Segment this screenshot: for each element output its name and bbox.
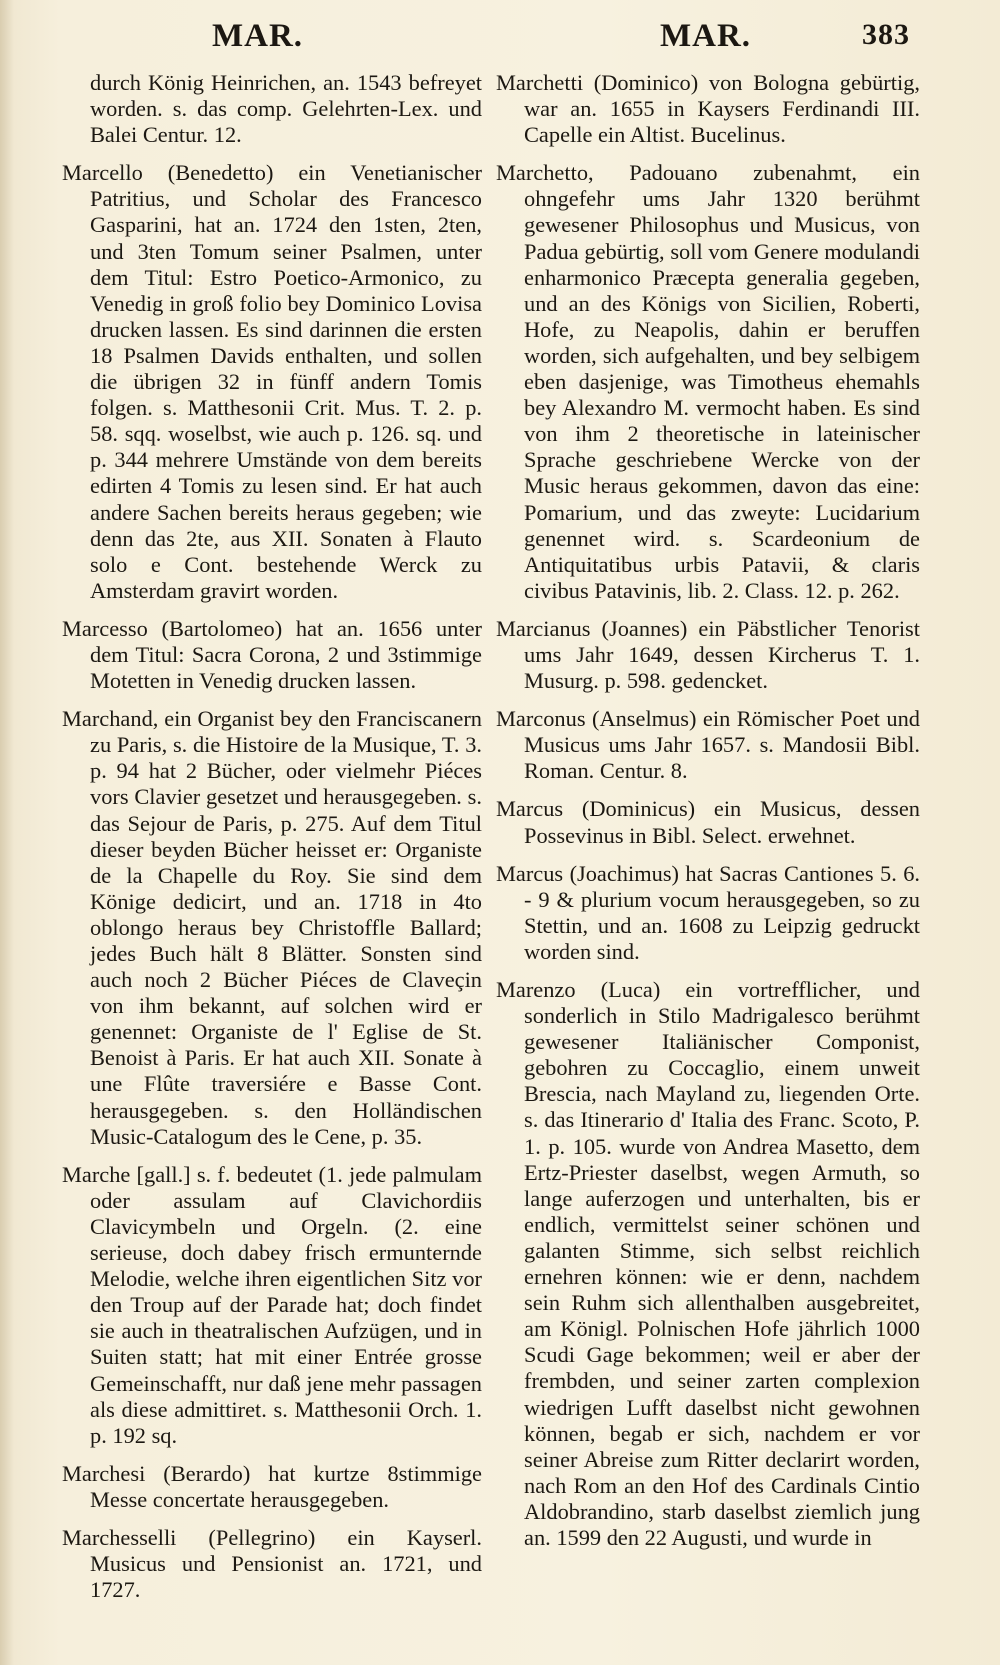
entry-marche: Marche [gall.] s. f. bedeutet (1. jede palmulam oder assulam auf Clavichordiis Clavicymbeln und Orgeln. (2. eine serieuse, doch dabey frisch ermunternde Melodie, welche ihren eigentlichen Sitz vor den Troup auf der Parade hat; doch findet sie auch in theatralischen Aufzügen, und in Suiten statt; hat mit einer Entrée grosse Gemeinschafft, nur daß jene mehr passagen als diese admittiret. s. Matthesonii Orch. 1. p. 192 sq. (62, 1161, 482, 1448)
left-column (62, 70, 482, 1603)
entry-marchand: Marchand, ein Organist bey den Franciscanern zu Paris, s. die Histoire de la Musique, T. 3. p. 94 hat 2 Bücher, oder vielmehr Piéces vors Clavier gesetzet und herausgegeben. s. das Sejour de Paris, p. 275. Auf dem Titul dieser beyden Bücher heisset er: Organiste de la Chapelle du Roy. Sie sind dem Könige dedicirt, und an. 1718 in 4to oblongo heraus bey Christoffle Ballard; jedes Buch hält 8 Blätter. Sonsten sind auch noch 2 Bücher Piéces de Claveçin von ihm bekannt, auf solchen wird er genennet: Organiste de l' Eglise de St. Benoist à Paris. Er hat auch XII. Sonate à une Flûte traversiére e Basse Cont. herausgegeben. s. den Holländischen Music-Catalogum des le Cene, p. 35. (62, 706, 482, 1149)
entry-marcesso: Marcesso (Bartolomeo) hat an. 1656 unter dem Titul: Sacra Corona, 2 und 3stimmige Motetten in Venedig drucken lassen. (62, 615, 482, 694)
entry-marconus: Marconus (Anselmus) ein Römischer Poet und Musicus ums Jahr 1657. s. Mandosii Bibl. Roman. Centur. 8. (496, 706, 920, 784)
running-header (0, 18, 1000, 62)
entry-marcus-dominicus: Marcus (Dominicus) ein Musicus, dessen Possevinus in Bibl. Select. erwehnet. (496, 796, 920, 848)
right-column (496, 70, 920, 1551)
entry-marchetti: Marchetti (Dominico) von Bologna gebürtig, war an. 1655 in Kaysers Ferdinandi III. Capelle ein Altist. Bucelinus. (496, 70, 920, 148)
binding-shadow (0, 0, 14, 1665)
right-running-head: MAR. (660, 18, 752, 54)
entry-marchesselli: Marchesselli (Pellegrino) ein Kayserl. Musicus und Pensionist an. 1721, und 1727. (62, 1524, 482, 1603)
entry-marenzo: Marenzo (Luca) ein vortrefflicher, und sonderlich in Stilo Madrigalesco berühmt gewesener Italiänischer Componist, gebohren zu Coccaglio, einem unweit Brescia, nach Mayland zu, liegenden Orte. s. das Itinerario d' Italia des Franc. Scoto, P. 1. p. 105. wurde von Andrea Masetto, dem Ertz-Priester daselbst, wegen Armuth, so lange auferzogen und unterhalten, bis er endlich, vermittelst seiner schönen und galanten Stimme, sich selbst reichlich ernehren können: wie er denn, nachdem sein Ruhm sich allenthalben ausgebreitet, am Königl. Polnischen Hofe jährlich 1000 Scudi Gage bekommen; weil er aber der frembden, und seiner zarten complexion wiedrigen Lufft daselbst nicht gewohnen können, begab er sich, nachdem er vor seiner Abreise zum Ritter declarirt worden, nach Rom an den Hof des Cardinals Cintio Aldobrandino, starb daselbst ziemlich jung an. 1599 den 22 Augusti, und wurde in (496, 977, 920, 1550)
entry-continuation: durch König Heinrichen, an. 1543 befreyet worden. s. das comp. Gelehrten-Lex. und Balei Centur. 12. (90, 70, 482, 148)
page-number: 383 (862, 18, 910, 51)
entry-marchetto: Marchetto, Padouano zubenahmt, ein ohngefehr ums Jahr 1320 berühmt gewesener Philosophus und Musicus, von Padua gebürtig, soll vom Genere modulandi enharmonico Præcepta generalia gegeben, und an des Königs von Sicilien, Roberti, Hofe, zu Neapolis, dahin er beruffen worden, sich aufgehalten, und bey selbigem eben dasjenige, was Timotheus ehemahls bey Alexandro M. vermocht haben. Es sind von ihm 2 theoretische in lateinischer Sprache geschriebene Wercke von der Music heraus gekommen, davon das eine: Pomarium, und das zweyte: Lucidarium genennet wird. s. Scardeonium de Antiquitatibus urbis Patavii, & claris civibus Patavinis, lib. 2. Class. 12. p. 262. (496, 160, 920, 603)
entry-marcello: Marcello (Benedetto) ein Venetianischer Patritius, und Scholar des Francesco Gasparini, hat an. 1724 den 1sten, 2ten, und 3ten Tomum seiner Psalmen, unter dem Titul: Estro Poetico-Armonico, zu Venedig in groß folio bey Dominico Lovisa drucken lassen. Es sind darinnen die ersten 18 Psalmen Davids enthalten, und sollen die übrigen 32 in fünff andern Tomis folgen. s. Matthesonii Crit. Mus. T. 2. p. 58. sqq. woselbst, wie auch p. 126. sq. und p. 344 mehrere Umstände von dem bereits edirten 4 Tomis zu lesen sind. Er hat auch andere Sachen bereits heraus gegeben; wie denn das 2te, aus XII. Sonaten à Flauto solo e Cont. bestehende Werck zu Amsterdam gravirt worden. (62, 160, 482, 603)
left-running-head: MAR. (212, 18, 304, 54)
entry-marcianus: Marcianus (Joannes) ein Päbstlicher Tenorist ums Jahr 1649, dessen Kircherus T. 1. Musurg. p. 598. gedencket. (496, 615, 920, 694)
entry-marcus-joachimus: Marcus (Joachimus) hat Sacras Cantiones 5. 6. - 9 & plurium vocum herausgegeben, so zu Stettin, und an. 1608 zu Leipzig gedruckt worden sind. (496, 860, 920, 964)
entry-marchesi: Marchesi (Berardo) hat kurtze 8stimmige Messe concertate herausgegeben. (62, 1460, 482, 1512)
